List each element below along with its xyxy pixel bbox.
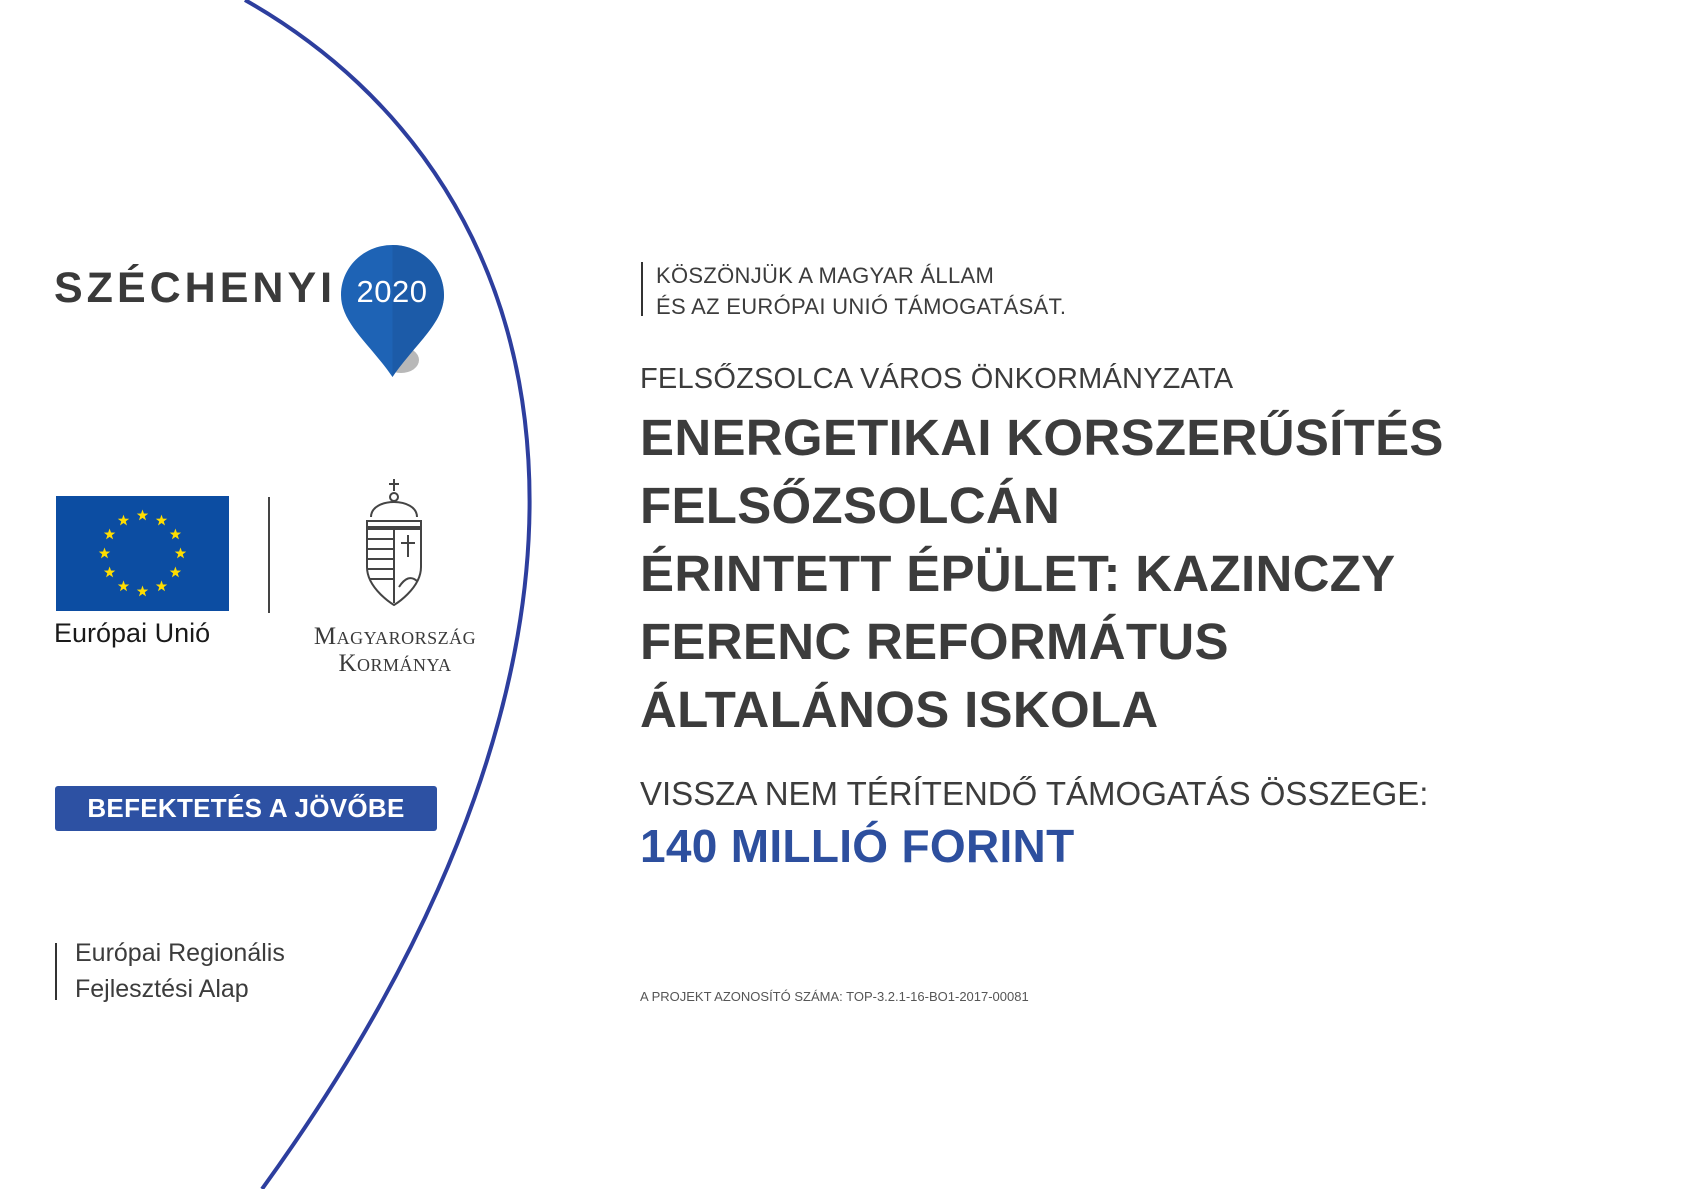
support-amount: 140 MILLIÓ FORINT — [640, 820, 1075, 872]
logo-divider — [268, 497, 270, 613]
project-title-line: FERENC REFORMÁTUS — [640, 613, 1229, 670]
fund-label-line2: Fejlesztési Alap — [75, 975, 249, 1003]
fund-divider — [55, 943, 57, 1000]
project-title-line: FELSŐZSOLCÁN — [640, 477, 1061, 534]
project-title-line: ÉRINTETT ÉPÜLET: KAZINCZY — [640, 545, 1396, 602]
map-pin-icon — [339, 243, 446, 379]
beneficiary-name: FELSŐZSOLCA VÁROS ÖNKORMÁNYZATA — [640, 363, 1234, 395]
project-id: A PROJEKT AZONOSÍTÓ SZÁMA: TOP-3.2.1-16-BO1-2017-00081 — [640, 989, 1029, 1004]
support-label: VISSZA NEM TÉRÍTENDŐ TÁMOGATÁS ÖSSZEGE: — [640, 775, 1429, 812]
szechenyi-logo-text: SZÉCHENYI — [54, 264, 337, 312]
coat-of-arms-icon — [361, 477, 427, 609]
slogan-banner: BEFEKTETÉS A JÖVŐBE — [55, 786, 437, 831]
thanks-line1: KÖSZÖNJÜK A MAGYAR ÁLLAM — [656, 263, 995, 288]
gov-label-line1: Magyarország — [313, 623, 477, 650]
gov-label-line2: Kormánya — [338, 650, 452, 677]
project-title-line: ÁLTALÁNOS ISKOLA — [640, 681, 1159, 738]
szechenyi-year: 2020 — [356, 274, 428, 309]
eu-flag-icon — [56, 496, 229, 611]
project-title-line: ENERGETIKAI KORSZERŰSÍTÉS — [640, 409, 1444, 466]
fund-label-line1: Európai Regionális — [75, 939, 285, 967]
eu-label: Európai Unió — [54, 618, 211, 648]
thanks-divider — [641, 262, 643, 316]
thanks-line2: ÉS AZ EURÓPAI UNIÓ TÁMOGATÁSÁT. — [656, 294, 1067, 319]
